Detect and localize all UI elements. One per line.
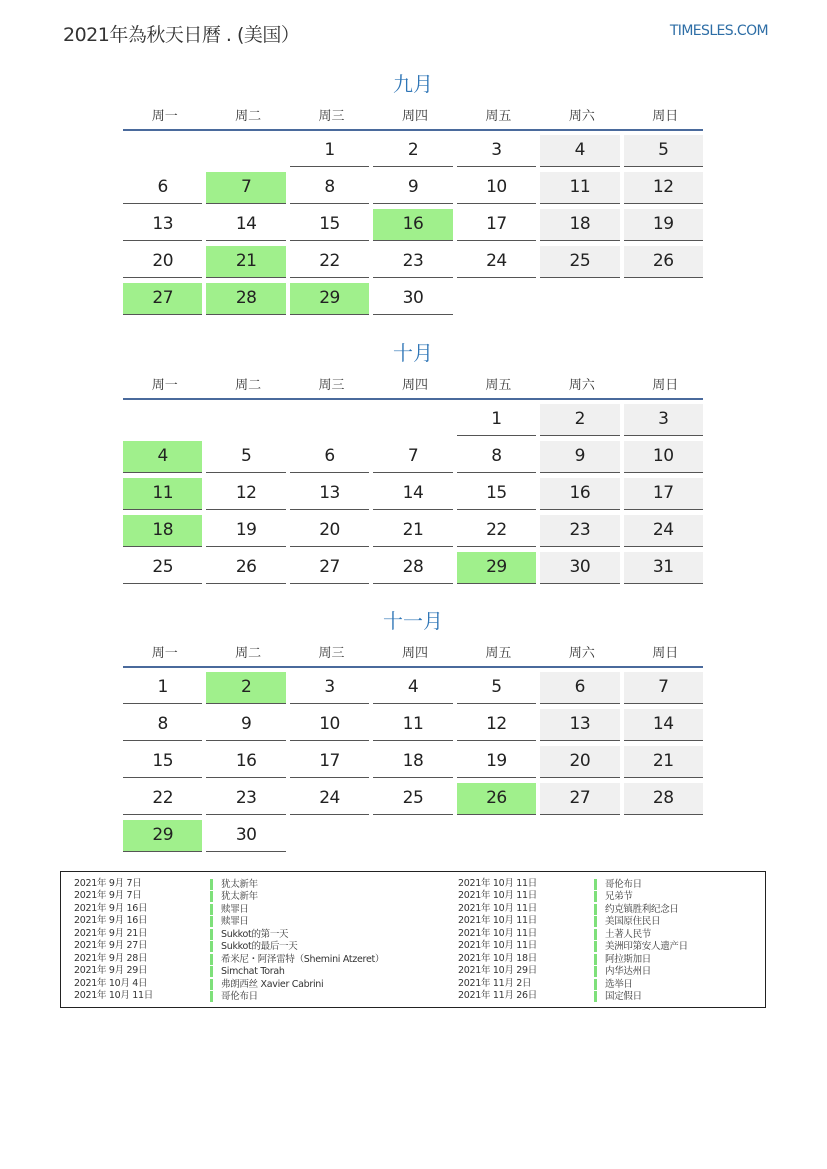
legend-holiday-name: 希米尼・阿泽雷特（Shemini Atzeret） xyxy=(210,954,384,965)
day-cell[interactable]: 10 xyxy=(457,172,536,204)
holiday-day-cell[interactable]: 26 xyxy=(457,783,536,815)
legend-date: 2021年 10月 18日 xyxy=(458,952,537,964)
weekend-day-cell[interactable]: 3 xyxy=(624,404,703,436)
day-cell[interactable]: 17 xyxy=(457,209,536,241)
weekend-day-cell[interactable]: 19 xyxy=(624,209,703,241)
day-cell[interactable]: 15 xyxy=(290,209,369,241)
weekend-day-cell[interactable]: 20 xyxy=(540,746,619,778)
day-cell[interactable]: 19 xyxy=(206,515,285,547)
legend-holiday-name: 选举日 xyxy=(594,979,633,990)
weekday-label: 周四 xyxy=(401,645,428,661)
legend-holiday-name: 犹太新年 xyxy=(210,891,258,902)
empty-day-cell xyxy=(373,404,452,435)
weekday-label: 周三 xyxy=(318,645,345,661)
day-cell[interactable]: 5 xyxy=(206,441,285,473)
day-grid xyxy=(123,404,703,589)
day-cell[interactable]: 30 xyxy=(206,820,285,852)
legend-date: 2021年 11月 26日 xyxy=(458,989,537,1001)
weekend-day-cell[interactable]: 11 xyxy=(540,172,619,204)
day-grid xyxy=(123,672,703,857)
holiday-day-cell[interactable]: 28 xyxy=(206,283,285,315)
empty-day-cell xyxy=(290,820,369,851)
legend-holiday-name: 美洲印第安人遗产日 xyxy=(594,941,688,952)
weekday-label: 周六 xyxy=(568,645,595,661)
weekday-label: 周一 xyxy=(151,645,178,661)
weekend-day-cell[interactable]: 7 xyxy=(624,672,703,704)
weekend-day-cell[interactable]: 31 xyxy=(624,552,703,584)
holiday-day-cell[interactable]: 27 xyxy=(123,283,202,315)
day-cell[interactable]: 14 xyxy=(373,478,452,510)
day-cell[interactable]: 8 xyxy=(457,441,536,473)
weekend-day-cell[interactable]: 24 xyxy=(624,515,703,547)
legend-date: 2021年 10月 29日 xyxy=(458,965,537,977)
day-cell[interactable]: 1 xyxy=(290,135,369,167)
weekend-day-cell[interactable]: 23 xyxy=(540,515,619,547)
legend-date: 2021年 9月 21日 xyxy=(74,927,148,939)
day-cell[interactable]: 21 xyxy=(373,515,452,547)
weekend-day-cell[interactable]: 9 xyxy=(540,441,619,473)
day-cell[interactable]: 17 xyxy=(290,746,369,778)
legend-holiday-name: 内华达州日 xyxy=(594,966,651,977)
legend-holiday-name: 哥伦布日 xyxy=(594,879,642,890)
weekend-day-cell[interactable]: 10 xyxy=(624,441,703,473)
legend-holiday-name: Sukkot的最后一天 xyxy=(210,941,297,952)
holiday-day-cell[interactable]: 16 xyxy=(373,209,452,241)
weekend-day-cell[interactable]: 26 xyxy=(624,246,703,278)
weekend-day-cell[interactable]: 12 xyxy=(624,172,703,204)
weekday-header xyxy=(123,368,703,400)
month-title: 九月 xyxy=(393,72,433,96)
weekday-label: 周日 xyxy=(652,108,679,124)
legend-holiday-name: 土著人民节 xyxy=(594,929,651,940)
day-cell[interactable]: 1 xyxy=(457,404,536,436)
weekend-day-cell[interactable]: 28 xyxy=(624,783,703,815)
legend-holiday-name: 国定假日 xyxy=(594,991,642,1002)
day-cell[interactable]: 3 xyxy=(457,135,536,167)
day-cell[interactable]: 12 xyxy=(206,478,285,510)
legend-date: 2021年 9月 27日 xyxy=(74,940,148,952)
legend-date: 2021年 10月 11日 xyxy=(74,989,153,1001)
empty-day-cell xyxy=(123,404,202,435)
weekday-label: 周五 xyxy=(485,377,512,393)
legend-holiday-name: 美国原住民日 xyxy=(594,916,660,927)
empty-day-cell xyxy=(540,283,619,314)
legend-date: 2021年 11月 2日 xyxy=(458,977,532,989)
legend-date: 2021年 9月 7日 xyxy=(74,878,142,889)
empty-day-cell xyxy=(373,820,452,851)
day-cell[interactable]: 10 xyxy=(290,709,369,741)
day-cell[interactable]: 26 xyxy=(206,552,285,584)
weekend-day-cell[interactable]: 4 xyxy=(540,135,619,167)
holiday-day-cell[interactable]: 29 xyxy=(123,820,202,852)
legend-holiday-name: 哥伦布日 xyxy=(210,991,258,1002)
legend-holiday-name: 赎罪日 xyxy=(210,916,249,927)
empty-day-cell xyxy=(123,135,202,166)
legend-date: 2021年 9月 28日 xyxy=(74,952,148,964)
day-cell[interactable]: 24 xyxy=(290,783,369,815)
legend-date: 2021年 9月 16日 xyxy=(74,902,148,914)
day-cell[interactable]: 8 xyxy=(290,172,369,204)
day-cell[interactable]: 27 xyxy=(290,552,369,584)
legend-holiday-name: 弗朗西丝 Xavier Cabrini xyxy=(210,979,323,990)
day-cell[interactable]: 18 xyxy=(373,746,452,778)
day-cell[interactable]: 30 xyxy=(373,283,452,315)
day-cell[interactable]: 16 xyxy=(206,746,285,778)
site-logo-text[interactable]: TIMESLES.COM xyxy=(669,23,768,39)
day-cell[interactable]: 15 xyxy=(123,746,202,778)
day-cell[interactable]: 5 xyxy=(457,672,536,704)
day-cell[interactable]: 22 xyxy=(290,246,369,278)
empty-day-cell xyxy=(624,820,703,851)
weekend-day-cell[interactable]: 13 xyxy=(540,709,619,741)
weekend-day-cell[interactable]: 2 xyxy=(540,404,619,436)
empty-day-cell xyxy=(457,820,536,851)
day-cell[interactable]: 1 xyxy=(123,672,202,704)
weekend-day-cell[interactable]: 27 xyxy=(540,783,619,815)
day-cell[interactable]: 25 xyxy=(373,783,452,815)
day-cell[interactable]: 9 xyxy=(206,709,285,741)
legend-date: 2021年 10月 11日 xyxy=(458,890,537,902)
day-cell[interactable]: 6 xyxy=(290,441,369,473)
holiday-day-cell[interactable]: 21 xyxy=(206,246,285,278)
weekday-label: 周四 xyxy=(401,108,428,124)
legend-date: 2021年 10月 11日 xyxy=(458,927,537,939)
day-cell[interactable]: 14 xyxy=(206,209,285,241)
weekday-label: 周二 xyxy=(235,645,262,661)
weekday-label: 周日 xyxy=(652,645,679,661)
weekend-day-cell[interactable]: 18 xyxy=(540,209,619,241)
weekday-header xyxy=(123,636,703,668)
day-cell[interactable]: 23 xyxy=(373,246,452,278)
month-november xyxy=(123,606,703,857)
holiday-legend xyxy=(60,871,766,1008)
day-cell[interactable]: 19 xyxy=(457,746,536,778)
weekday-label: 周二 xyxy=(235,108,262,124)
day-cell[interactable]: 6 xyxy=(123,172,202,204)
month-title: 十一月 xyxy=(383,609,443,633)
holiday-day-cell[interactable]: 11 xyxy=(123,478,202,510)
weekend-day-cell[interactable]: 16 xyxy=(540,478,619,510)
legend-holiday-name: Simchat Torah xyxy=(210,966,285,977)
holiday-day-cell[interactable]: 4 xyxy=(123,441,202,473)
legend-date: 2021年 10月 11日 xyxy=(458,915,537,927)
legend-date: 2021年 10月 11日 xyxy=(458,940,537,952)
legend-holiday-name: 约克镇胜利纪念日 xyxy=(594,904,679,915)
weekday-label: 周一 xyxy=(151,377,178,393)
legend-date: 2021年 10月 4日 xyxy=(74,977,148,989)
holiday-day-cell[interactable]: 2 xyxy=(206,672,285,704)
page-title: 2021年為秋天日曆 . (美国） xyxy=(63,24,300,46)
weekend-day-cell[interactable]: 14 xyxy=(624,709,703,741)
day-cell[interactable]: 7 xyxy=(373,441,452,473)
month-september xyxy=(123,69,703,320)
day-cell[interactable]: 25 xyxy=(123,552,202,584)
day-cell[interactable]: 22 xyxy=(123,783,202,815)
day-cell[interactable]: 11 xyxy=(373,709,452,741)
weekday-label: 周六 xyxy=(568,108,595,124)
weekend-day-cell[interactable]: 25 xyxy=(540,246,619,278)
weekend-day-cell[interactable]: 17 xyxy=(624,478,703,510)
empty-day-cell xyxy=(206,404,285,435)
day-cell[interactable]: 23 xyxy=(206,783,285,815)
legend-holiday-name: 犹太新年 xyxy=(210,879,258,890)
weekday-label: 周四 xyxy=(401,377,428,393)
holiday-day-cell[interactable]: 18 xyxy=(123,515,202,547)
day-cell[interactable]: 24 xyxy=(457,246,536,278)
day-cell[interactable]: 4 xyxy=(373,672,452,704)
weekday-label: 周六 xyxy=(568,377,595,393)
weekday-label: 周三 xyxy=(318,377,345,393)
day-cell[interactable]: 2 xyxy=(373,135,452,167)
day-cell[interactable]: 20 xyxy=(290,515,369,547)
legend-holiday-name: 兄弟节 xyxy=(594,891,633,902)
weekday-header xyxy=(123,99,703,131)
holiday-day-cell[interactable]: 29 xyxy=(457,552,536,584)
weekday-label: 周五 xyxy=(485,645,512,661)
legend-date: 2021年 9月 29日 xyxy=(74,965,148,977)
day-cell[interactable]: 13 xyxy=(290,478,369,510)
day-cell[interactable]: 15 xyxy=(457,478,536,510)
empty-day-cell xyxy=(206,135,285,166)
weekend-day-cell[interactable]: 5 xyxy=(624,135,703,167)
day-cell[interactable]: 28 xyxy=(373,552,452,584)
empty-day-cell xyxy=(540,820,619,851)
day-cell[interactable]: 12 xyxy=(457,709,536,741)
weekend-day-cell[interactable]: 6 xyxy=(540,672,619,704)
month-october xyxy=(123,338,703,589)
legend-holiday-name: Sukkot的第一天 xyxy=(210,929,288,940)
day-cell[interactable]: 8 xyxy=(123,709,202,741)
legend-holiday-name: 阿拉斯加日 xyxy=(594,954,651,965)
day-cell[interactable]: 3 xyxy=(290,672,369,704)
legend-holiday-name: 赎罪日 xyxy=(210,904,249,915)
legend-date: 2021年 9月 16日 xyxy=(74,915,148,927)
empty-day-cell xyxy=(624,283,703,314)
weekday-label: 周三 xyxy=(318,108,345,124)
weekday-label: 周二 xyxy=(235,377,262,393)
weekend-day-cell[interactable]: 21 xyxy=(624,746,703,778)
holiday-day-cell[interactable]: 29 xyxy=(290,283,369,315)
month-title: 十月 xyxy=(393,341,433,365)
day-cell[interactable]: 9 xyxy=(373,172,452,204)
legend-date: 2021年 10月 11日 xyxy=(458,878,537,889)
day-cell[interactable]: 13 xyxy=(123,209,202,241)
weekday-label: 周日 xyxy=(652,377,679,393)
day-cell[interactable]: 20 xyxy=(123,246,202,278)
weekday-label: 周五 xyxy=(485,108,512,124)
empty-day-cell xyxy=(457,283,536,314)
weekend-day-cell[interactable]: 30 xyxy=(540,552,619,584)
legend-date: 2021年 10月 11日 xyxy=(458,902,537,914)
day-grid xyxy=(123,135,703,320)
weekday-label: 周一 xyxy=(151,108,178,124)
legend-date: 2021年 9月 7日 xyxy=(74,890,142,902)
empty-day-cell xyxy=(290,404,369,435)
day-cell[interactable]: 22 xyxy=(457,515,536,547)
holiday-day-cell[interactable]: 7 xyxy=(206,172,285,204)
